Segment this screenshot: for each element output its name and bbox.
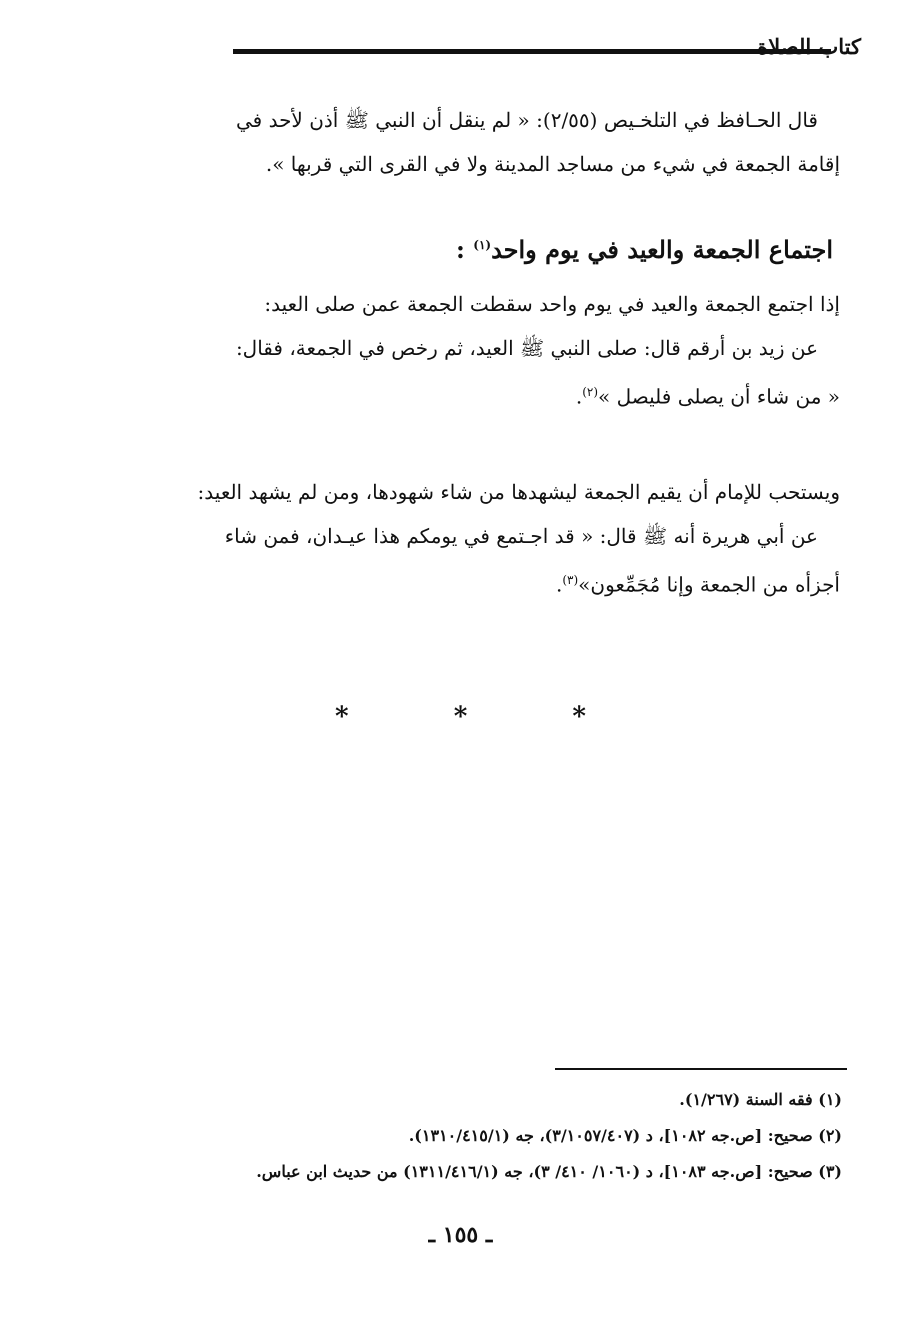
- section-title-colon: :: [456, 235, 474, 264]
- paragraph-zaid: [105, 282, 840, 419]
- section-separator: * * *: [335, 702, 634, 732]
- paragraph-line: إذا اجتمع الجمعة والعيد في يوم واحد سقطت الجمعة عمن صلى العيد:: [264, 292, 840, 316]
- paragraph-line: [105, 370, 840, 419]
- footnote-rule: [555, 1068, 847, 1070]
- footnote-marker: (٢): [582, 385, 599, 399]
- paragraph-line: عن أبي هريرة أنه ﷺ قال: « قد اجـتمع في يومكم هذا عيـدان، فمن شاء: [224, 524, 818, 548]
- footnote-marker: (٣): [562, 573, 579, 587]
- quote-text: أجزأه من الجمعة وإنا مُجَمِّعون»: [578, 572, 840, 597]
- paragraph-line: إقامة الجمعة في شيء من مساجد المدينة ولا في القرى التي قربها ».: [265, 152, 840, 176]
- paragraph-abu-hurayra: [105, 470, 840, 607]
- footnote-2: (٢) صحيح: [ص.جه ١٠٨٢]، د (٣/١٠٥٧/٤٠٧)، جه (١٣١٠/٤١٥/١).: [408, 1126, 842, 1145]
- paragraph-talkhis: [105, 98, 840, 186]
- section-title-text: اجتماع الجمعة والعيد في يوم واحد: [491, 235, 833, 264]
- running-title: كتاب الصلاة: [757, 34, 861, 59]
- paragraph-line: ويستحب للإمام أن يقيم الجمعة ليشهدها من شاء شهودها، ومن لم يشهد العيد:: [197, 480, 840, 504]
- sentence-end: .: [555, 572, 563, 597]
- section-title: [333, 235, 833, 264]
- paragraph-line: [105, 558, 840, 607]
- footnote-3: (٣) صحيح: [ص.جه ١٠٨٣]، د (١٠٦٠/ ٤١٠/ ٣)، جه (١٣١١/٤١٦/١) من حديث ابن عباس.: [256, 1162, 842, 1181]
- footnote-marker: (١): [473, 238, 492, 252]
- quote-text: « من شاء أن يصلى فليصل »: [598, 384, 840, 409]
- page-number: ـ ١٥٥ ـ: [428, 1222, 493, 1248]
- paragraph-line: قال الحـافظ في التلخـيص (٢/٥٥): « لم ينقل أن النبي ﷺ أذن لأحد في: [235, 108, 818, 132]
- paragraph-line: عن زيد بن أرقم قال: صلى النبي ﷺ العيد، ثم رخص في الجمعة، فقال:: [235, 336, 818, 360]
- sentence-end: .: [575, 384, 583, 409]
- footnote-1: (١) فقه السنة (١/٢٦٧).: [679, 1090, 842, 1109]
- footnotes: [140, 1082, 842, 1190]
